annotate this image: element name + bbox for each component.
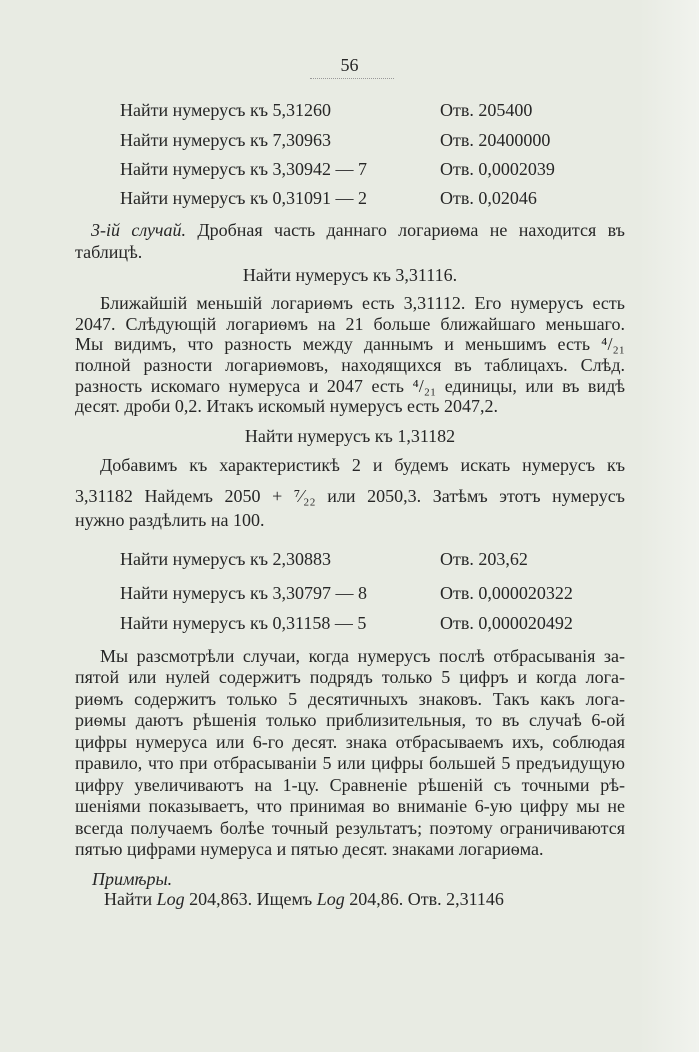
example-answer: Отв. 20400000: [440, 130, 551, 150]
example-question: Найти нумерусъ къ 2,30883: [120, 549, 332, 569]
example-answer: Отв. 203,62: [440, 549, 528, 569]
paragraph-line: Мы разсмотрѣли случаи, когда нумерусъ послѣ отбрасыванія за-: [100, 646, 625, 666]
example-question: Найти нумерусъ къ 0,31158 — 5: [120, 613, 367, 633]
example-answer: Отв. 0,000020492: [440, 613, 573, 633]
paragraph-line: нужно раздѣлить на 100.: [75, 510, 265, 530]
header-rule: [310, 78, 394, 79]
paragraph-line: 2047. Слѣдующій логариѳмъ на 21 больше ближайшаго меньшаго.: [75, 314, 625, 334]
example-answer: Отв. 0,0002039: [440, 159, 555, 179]
paragraph-line: правило, что при отбрасываніи 5 или цифры большей 5 предъидущую: [75, 753, 625, 773]
example-question: Найти нумерусъ къ 5,31260: [120, 100, 332, 120]
heading-find-numerus-2: Найти нумерусъ къ 1,31182: [244, 426, 456, 446]
paragraph-line: разность искомаго нумеруса и 2047 есть ⁴/₂₁ единицы, или въ видѣ: [75, 376, 625, 396]
example-answer: Отв. 205400: [440, 100, 533, 120]
paragraph-line: риѳмы даютъ рѣшенія только приблизительныя, то въ случаѣ 6-ой: [75, 710, 625, 730]
example-answer: Отв. 0,000020322: [440, 583, 573, 603]
example-question: Найти нумерусъ къ 7,30963: [120, 130, 332, 150]
paragraph-line: цифру увеличиваютъ на 1-цу. Сравненіе рѣшеній съ точными рѣ-: [75, 775, 625, 795]
heading-find-numerus-1: Найти нумерусъ къ 3,31116.: [242, 265, 458, 285]
example-question: Найти нумерусъ къ 3,30942 — 7: [120, 159, 368, 179]
paragraph-line: 3,31182 Найдемъ 2050 + ⁷⁄₂₂ или 2050,3. Затѣмъ этотъ нумерусъ: [75, 486, 625, 506]
case3-line: [75, 219, 625, 241]
page-number: 56: [340, 55, 359, 75]
paragraph-line: Добавимъ къ характеристикѣ 2 и будемъ искать нумерусъ къ: [100, 455, 625, 475]
examples-label: Примѣры.: [92, 869, 173, 889]
paragraph-line: Ближайшій меньшій логариѳмъ есть 3,31112. Его нумерусъ есть: [100, 293, 625, 313]
paragraph-line: всегда получаемъ болѣе точный результатъ; поэтому ограничиваются: [75, 818, 625, 838]
example-question: Найти нумерусъ къ 0,31091 — 2: [120, 188, 368, 208]
paragraph-line: шеніями показываетъ, что принимая во вниманіе 6-ую цифру мы не: [75, 796, 625, 816]
paragraph-line: Мы видимъ, что разность между даннымъ и меньшимъ есть ⁴/₂₁: [75, 334, 625, 354]
case3-continuation: таблицѣ.: [75, 242, 143, 262]
case3-label: 3-ій случай.: [91, 220, 187, 240]
paragraph-line: цифры нумеруса или 6-го десят. знака отбрасываемъ ихъ, соблюдая: [75, 732, 625, 752]
paragraph-line: десят. дроби 0,2. Итакъ искомый нумерусъ есть 2047,2.: [75, 396, 499, 416]
paragraph-line: пятью цифрами нумеруса и пятью десят. знаками логариѳма.: [75, 839, 544, 859]
paragraph-line: пятой или нулей содержитъ подрядъ только 5 цифръ и когда лога-: [75, 667, 625, 687]
paragraph-line: риѳмъ содержитъ только 5 десятичныхъ знаковъ. Такъ какъ лога-: [75, 689, 625, 709]
example-question: Найти нумерусъ къ 3,30797 — 8: [120, 583, 368, 603]
case3-text: Дробная часть даннаго логариѳма не находится въ: [186, 220, 625, 240]
example-answer: Отв. 0,02046: [440, 188, 537, 208]
paragraph-line: полной разности логариѳмовъ, находящихся въ таблицахъ. Слѣд.: [75, 355, 625, 375]
final-example: Найти Log 204,863. Ищемъ Log 204,86. Отв. 2,31146: [104, 889, 504, 909]
